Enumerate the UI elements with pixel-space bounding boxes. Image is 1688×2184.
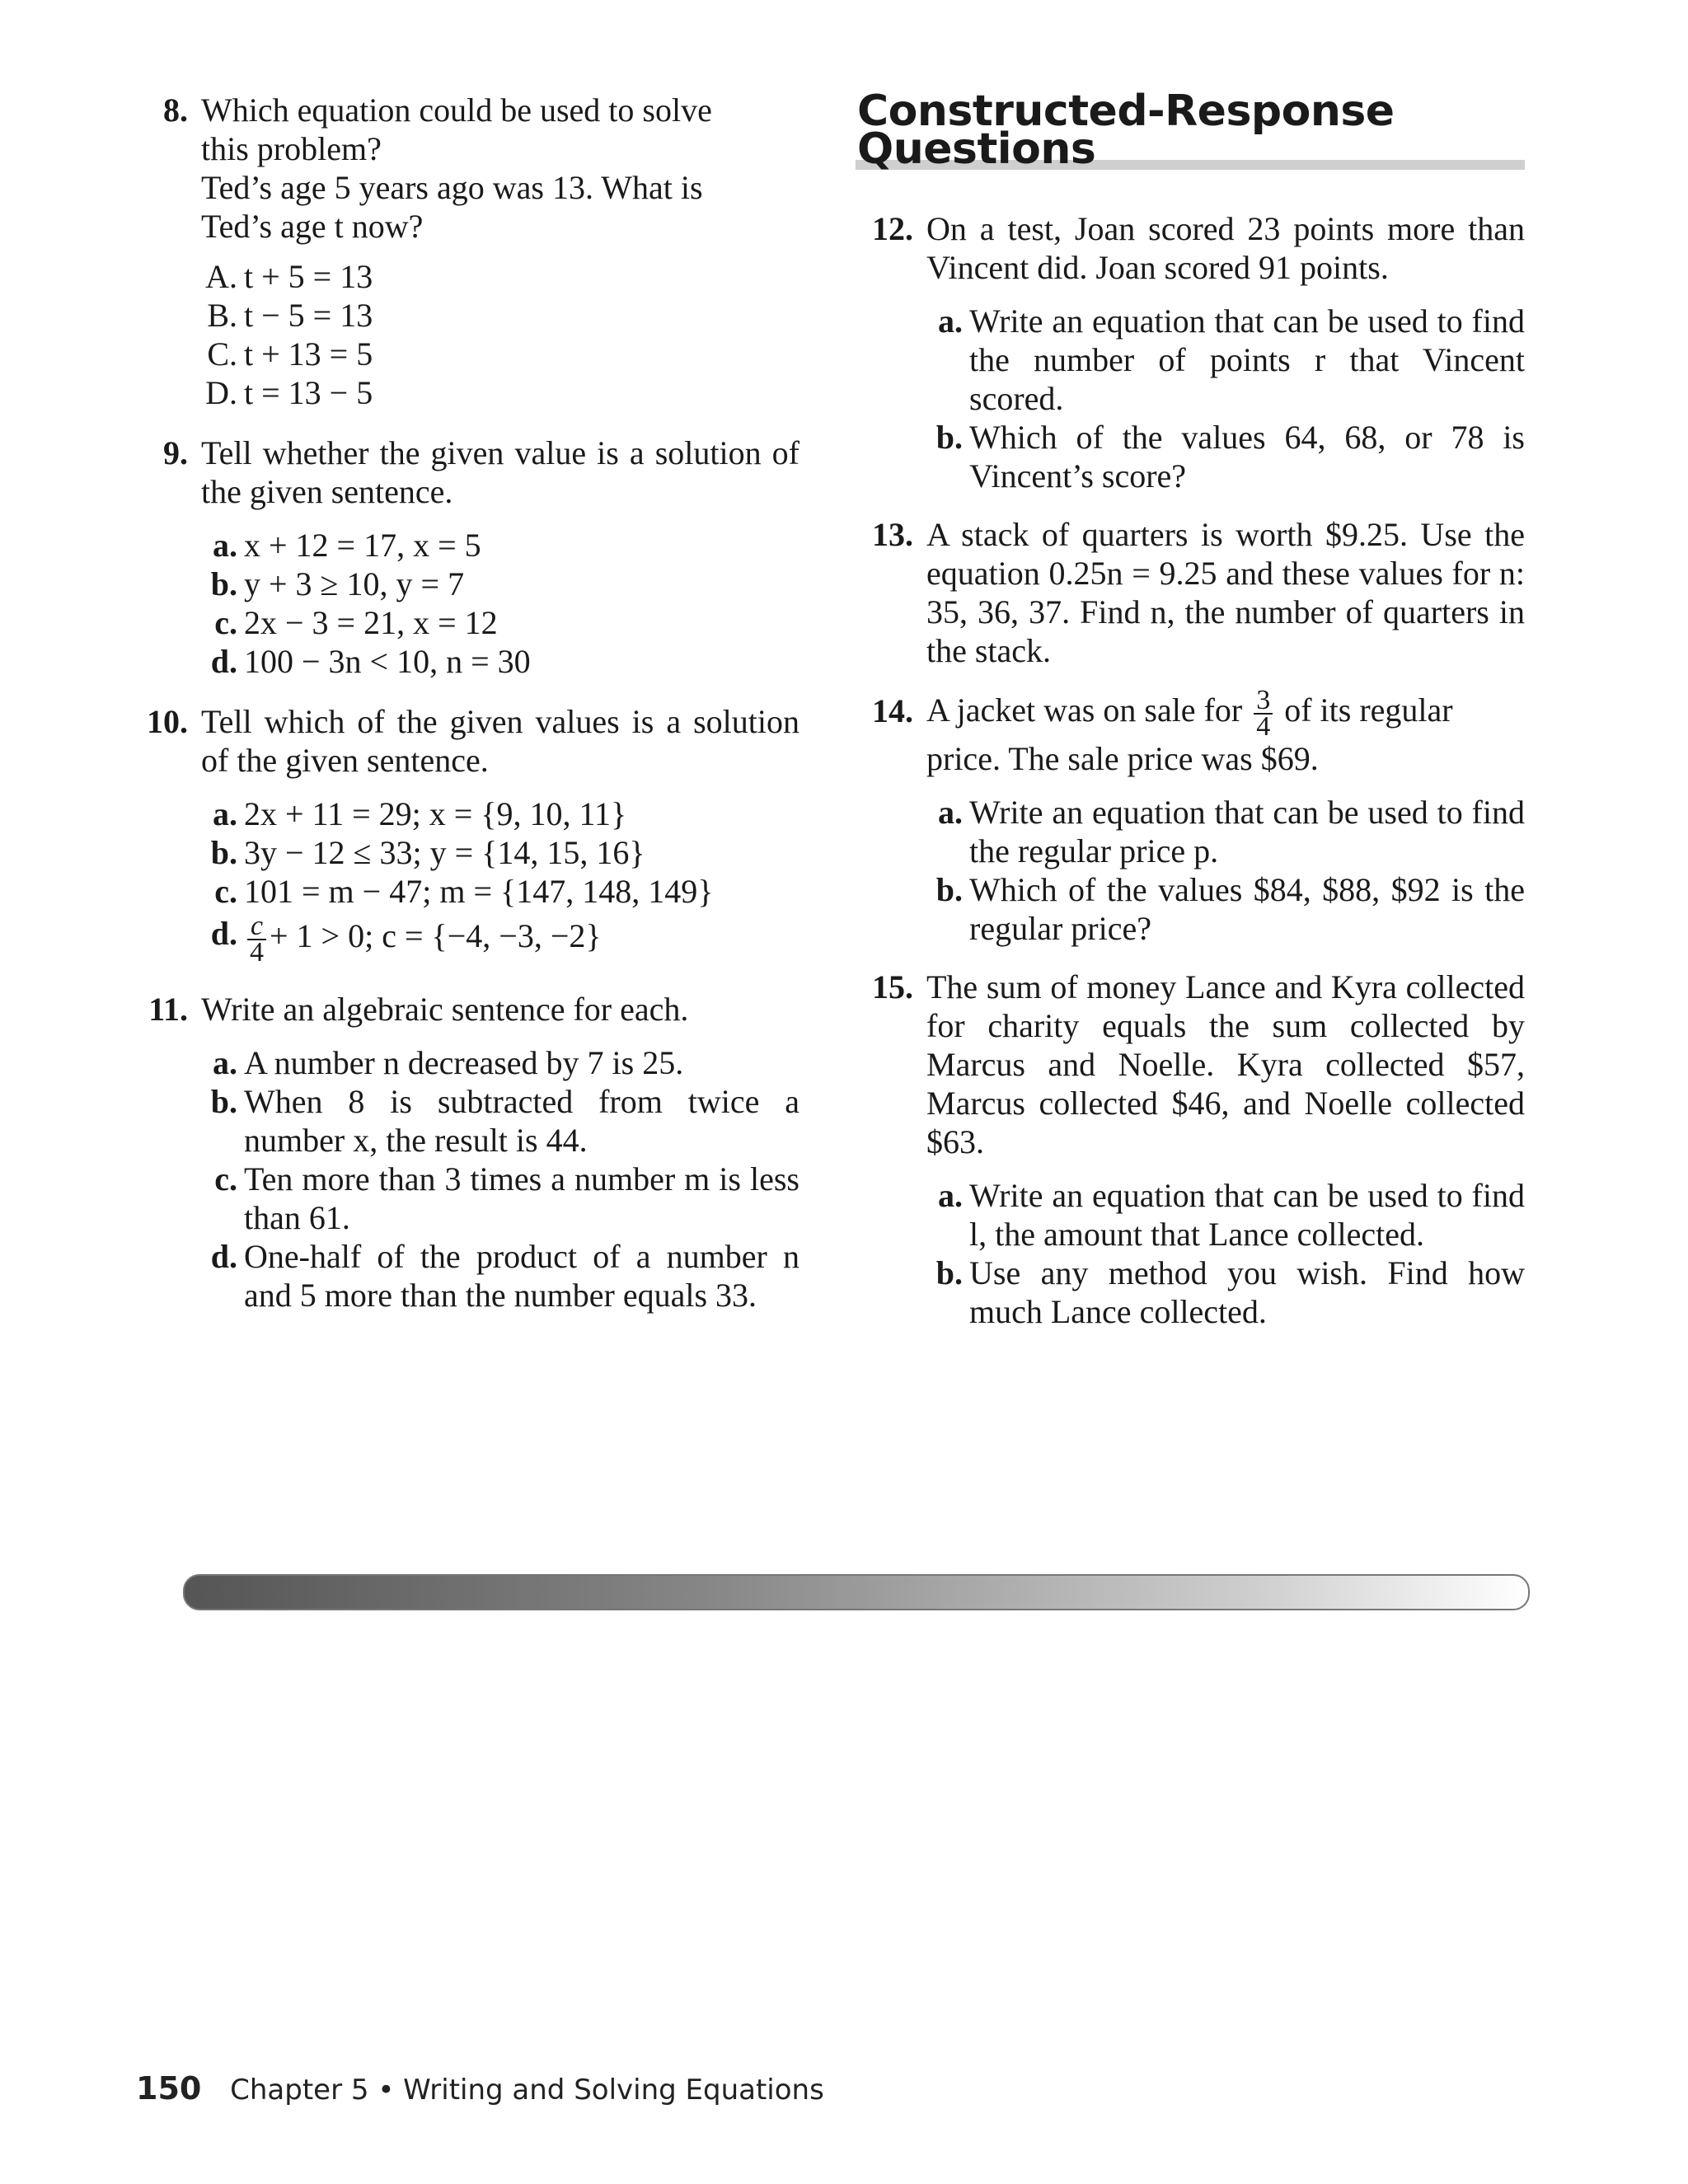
answer-choices <box>132 257 799 412</box>
sub-item-label: c. <box>214 1160 237 1197</box>
sub-item-label: b. <box>935 419 963 456</box>
sub-item-a <box>201 1043 799 1082</box>
sub-item-text: 100 − 3n < 10, n = 30 <box>244 643 531 680</box>
question-number: 13. <box>872 516 913 553</box>
sub-item-text: 3y − 12 ≤ 33; y = {14, 15, 16} <box>244 834 645 871</box>
question-text: Write an algebraic sentence for each. <box>201 991 689 1028</box>
question-text <box>926 685 1525 778</box>
choice-c <box>201 335 799 373</box>
question-9 <box>132 434 799 511</box>
sub-item-a <box>926 302 1525 418</box>
sub-item-b <box>926 418 1525 495</box>
sub-item-a <box>926 793 1525 870</box>
fraction <box>247 911 266 968</box>
sub-item-c <box>201 603 799 642</box>
question-15 <box>857 968 1525 1161</box>
sub-item-text: Which of the values 64, 68, or 78 is Vincent’s score? <box>969 419 1525 494</box>
sub-item-label: b. <box>935 1254 963 1291</box>
sub-item-label: a. <box>938 794 963 831</box>
sub-item-label: a. <box>213 1044 237 1081</box>
sub-item-d <box>201 1237 799 1315</box>
sub-item-label: a. <box>213 527 237 564</box>
question-number: 10. <box>147 703 188 740</box>
question-text <box>201 91 799 246</box>
choice-label: C. <box>207 335 237 373</box>
question-text: Tell which of the given values is a solution of the given sentence. <box>201 703 799 779</box>
sub-items <box>132 1043 799 1315</box>
question-text-part: of its regular <box>1284 691 1453 729</box>
sub-item-text: Write an equation that can be used to find the regular price p. <box>969 794 1525 869</box>
sub-item-label: a. <box>938 1177 963 1214</box>
right-column <box>857 87 1525 1331</box>
question-number: 8. <box>163 91 188 129</box>
sub-item-label: a. <box>213 795 237 832</box>
sub-item-text: Which of the values $84, $88, $92 is the regular price? <box>969 871 1525 947</box>
page-footer <box>136 2070 824 2107</box>
question-10 <box>132 702 799 780</box>
question-text: On a test, Joan scored 23 points more than Vincent did. Joan scored 91 points. <box>926 210 1525 286</box>
sub-item-label: b. <box>210 1083 237 1120</box>
question-line: this problem? <box>201 130 382 167</box>
sub-item-c <box>201 872 799 911</box>
question-line: Ted’s age 5 years ago was 13. What is <box>201 169 703 206</box>
question-line: Which equation could be used to solve <box>201 91 712 129</box>
sub-item-label: c. <box>214 604 237 641</box>
sub-item-text: 2x − 3 = 21, x = 12 <box>244 604 498 641</box>
sub-item-a <box>201 526 799 565</box>
sub-item-text: Ten more than 3 times a number m is less than 61. <box>244 1160 799 1236</box>
sub-item-text: Write an equation that can be used to find l, the amount that Lance collected. <box>969 1177 1525 1253</box>
sub-items <box>132 526 799 681</box>
sub-item-label: d. <box>210 643 237 680</box>
sub-item-a <box>201 794 799 833</box>
fraction <box>1254 685 1273 742</box>
sub-item-text: Write an equation that can be used to find the number of points r that Vincent scored. <box>969 302 1525 417</box>
sub-item-d <box>201 911 799 968</box>
left-column <box>132 91 799 1315</box>
sub-item-b <box>926 1254 1525 1331</box>
sub-item-text: x + 12 = 17, x = 5 <box>244 527 481 564</box>
sub-item-text: Use any method you wish. Find how much Lance collected. <box>969 1254 1525 1330</box>
choice-label: D. <box>205 374 237 411</box>
sub-item-text: 2x + 11 = 29; x = {9, 10, 11} <box>244 795 627 832</box>
question-number: 15. <box>872 968 913 1005</box>
sub-item-label: d. <box>210 1238 237 1275</box>
question-text: The sum of money Lance and Kyra collected for charity equals the sum collected by Marcus and Noelle. Kyra collected $57, Marcus collected $46, and Noelle collected $63. <box>926 968 1525 1160</box>
sub-item-label: b. <box>935 871 963 908</box>
sub-item-text: A number n decreased by 7 is 25. <box>244 1044 684 1081</box>
sub-item-text: y + 3 ≥ 10, y = 7 <box>244 565 465 602</box>
choice-text: t + 13 = 5 <box>244 335 373 373</box>
sub-item-a <box>926 1176 1525 1254</box>
chapter-title: Chapter 5 • Writing and Solving Equations <box>230 2074 824 2107</box>
fraction-denominator: 4 <box>250 937 264 968</box>
section-title-line: Constructed-Response <box>857 87 1395 136</box>
choice-a <box>201 257 799 296</box>
sub-item-text: When 8 is subtracted from twice a number x, the result is 44. <box>244 1083 799 1159</box>
question-11 <box>132 990 799 1029</box>
section-title-line: Questions <box>857 124 1096 174</box>
sub-item-label: c. <box>214 873 237 910</box>
sub-items <box>132 794 799 968</box>
sub-item-label: d. <box>210 915 237 952</box>
question-text-part: A jacket was on sale for <box>926 691 1243 729</box>
sub-item-label: b. <box>210 565 237 602</box>
choice-text: t = 13 − 5 <box>244 374 373 411</box>
sub-item-b <box>201 1082 799 1160</box>
section-title <box>857 87 1525 174</box>
question-number: 14. <box>872 692 913 729</box>
sub-item-text: One-half of the product of a number n and 5 more than the number equals 33. <box>244 1238 799 1314</box>
sub-item-b <box>926 870 1525 948</box>
choice-d <box>201 373 799 412</box>
question-line: Ted’s age t now? <box>201 208 424 245</box>
question-text: A stack of quarters is worth $9.25. Use the equation 0.25n = 9.25 and these values for n: 35, 36, 37. Find n, the number of quarters in the stack. <box>926 516 1525 669</box>
question-number: 11. <box>148 991 188 1028</box>
sub-item-text: 101 = m − 47; m = {147, 148, 149} <box>244 873 714 910</box>
question-line: price. The sale price was $69. <box>926 740 1319 777</box>
choice-text: t − 5 = 13 <box>244 297 373 334</box>
choice-label: A. <box>205 258 237 295</box>
fraction-numerator: c <box>247 914 266 940</box>
sub-item-text: + 1 > 0; c = {−4, −3, −2} <box>270 917 602 955</box>
page-number: 150 <box>136 2070 202 2107</box>
choice-label: B. <box>207 297 237 334</box>
sub-items <box>857 1176 1525 1331</box>
sub-item-b <box>201 833 799 872</box>
question-12 <box>857 209 1525 287</box>
fraction-denominator: 4 <box>1256 711 1271 742</box>
question-13 <box>857 515 1525 670</box>
sub-item-c <box>201 1160 799 1237</box>
question-text: Tell whether the given value is a solution of the given sentence. <box>201 434 799 510</box>
question-14 <box>857 685 1525 778</box>
question-8 <box>132 91 799 246</box>
fraction-numerator: 3 <box>1254 688 1273 715</box>
question-number: 12. <box>872 210 913 247</box>
sub-item-label: b. <box>210 834 237 871</box>
choice-text: t + 5 = 13 <box>244 258 373 295</box>
question-number: 9. <box>163 434 188 471</box>
sub-item-d <box>201 642 799 681</box>
sub-items <box>857 302 1525 495</box>
section-header <box>857 87 1525 174</box>
sub-item-b <box>201 565 799 603</box>
sub-item-label: a. <box>938 302 963 340</box>
sub-items <box>857 793 1525 948</box>
decorative-gradient-bar <box>183 1574 1530 1610</box>
choice-b <box>201 296 799 335</box>
